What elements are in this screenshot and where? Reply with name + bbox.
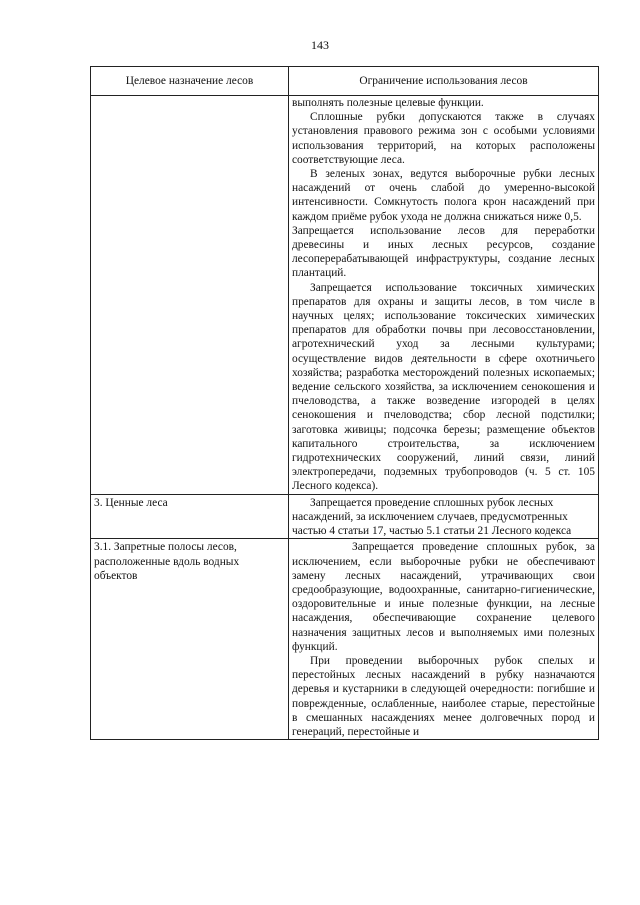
restrictions-cell [289,539,599,740]
table-row [91,539,599,740]
forest-restrictions-table [90,66,599,740]
table-header-row [91,67,599,96]
restriction-paragraph: Запрещается использование лесов для переработки древесины и иных лесных ресурсов, создание лесоперерабатывающей инфраструктуры, создание лесных плантаций. [292,224,595,280]
restriction-paragraph: Запрещается использование токсичных химических препаратов для охраны и защиты лесов, в том числе в научных целях; использование токсических химических препаратов для обработки почвы при лесовосстановлении, агротехнический уход за лесными культурами; осуществление видов деятельности в сфере охотничьего хозяйства; разработка месторождений полезных ископаемых; ведение сельского хозяйства, за исключением сенокошения и пчеловодства, а также возведение изгородей в целях сенокошения и пчеловодства; сбор лесной подстилки; заготовка живицы; подсочка березы; размещение объектов капитального строительства, за исключением гидротехнических сооружений, линий связи, линий электропередачи, подземных трубопроводов (ч. 5 ст. 105 Лесного кодекса). [292,281,595,493]
purpose-cell: 3.1. Запретные полосы лесов, расположенные вдоль водных объектов [91,539,289,740]
restrictions-cell [289,494,599,539]
restriction-paragraph: Запрещается проведение сплошных рубок, за исключением, если выборочные рубки не обеспечивают замену лесных насаждений, утрачивающих свои средообразующие, водоохранные, санитарно-гигиенические, оздоровительные и иные полезные функции, на лесные насаждения, обеспечивающие сохранение целевого назначения защитных лесов и выполняемых ими полезных функций. [292,541,595,653]
purpose-cell [91,96,289,495]
restriction-paragraph: В зеленых зонах, ведутся выборочные рубки лесных насаждений от очень слабой до умеренно-высокой интенсивности. Сомкнутость полога крон насаждений при каждом приёме рубок ухода не должна снижаться ниже 0,5. [292,168,595,223]
page-number: 143 [311,38,329,52]
purpose-cell: 3. Ценные леса [91,494,289,539]
header-purpose: Целевое назначение лесов [91,67,289,96]
restriction-paragraph: При проведении выборочных рубок спелых и перестойных лесных насаждений в рубку назначаются деревья и кустарники в следующей очередности: погибшие и поврежденные, ослабленные, наиболее старые, перестойные в смешанных насаждениях менее долговечных пород и генераций, перестойные и [292,654,595,738]
restriction-paragraph: Сплошные рубки допускаются также в случаях установления правового режима зон с особыми условиями использования территорий, на которых расположены соответствующие леса. [292,111,595,166]
restriction-paragraph: Запрещается проведение сплошных рубок лесных насаждений, за исключением случаев, предусмотренных частью 4 статьи 17, частью 5.1 статьи 21 Лесного кодекса [292,496,572,538]
table-row [91,96,599,495]
restrictions-cell [289,96,599,495]
header-restrictions: Ограничение использования лесов [289,67,599,96]
restriction-paragraph: выполнять полезные целевые функции. [292,97,484,109]
table-row [91,494,599,539]
